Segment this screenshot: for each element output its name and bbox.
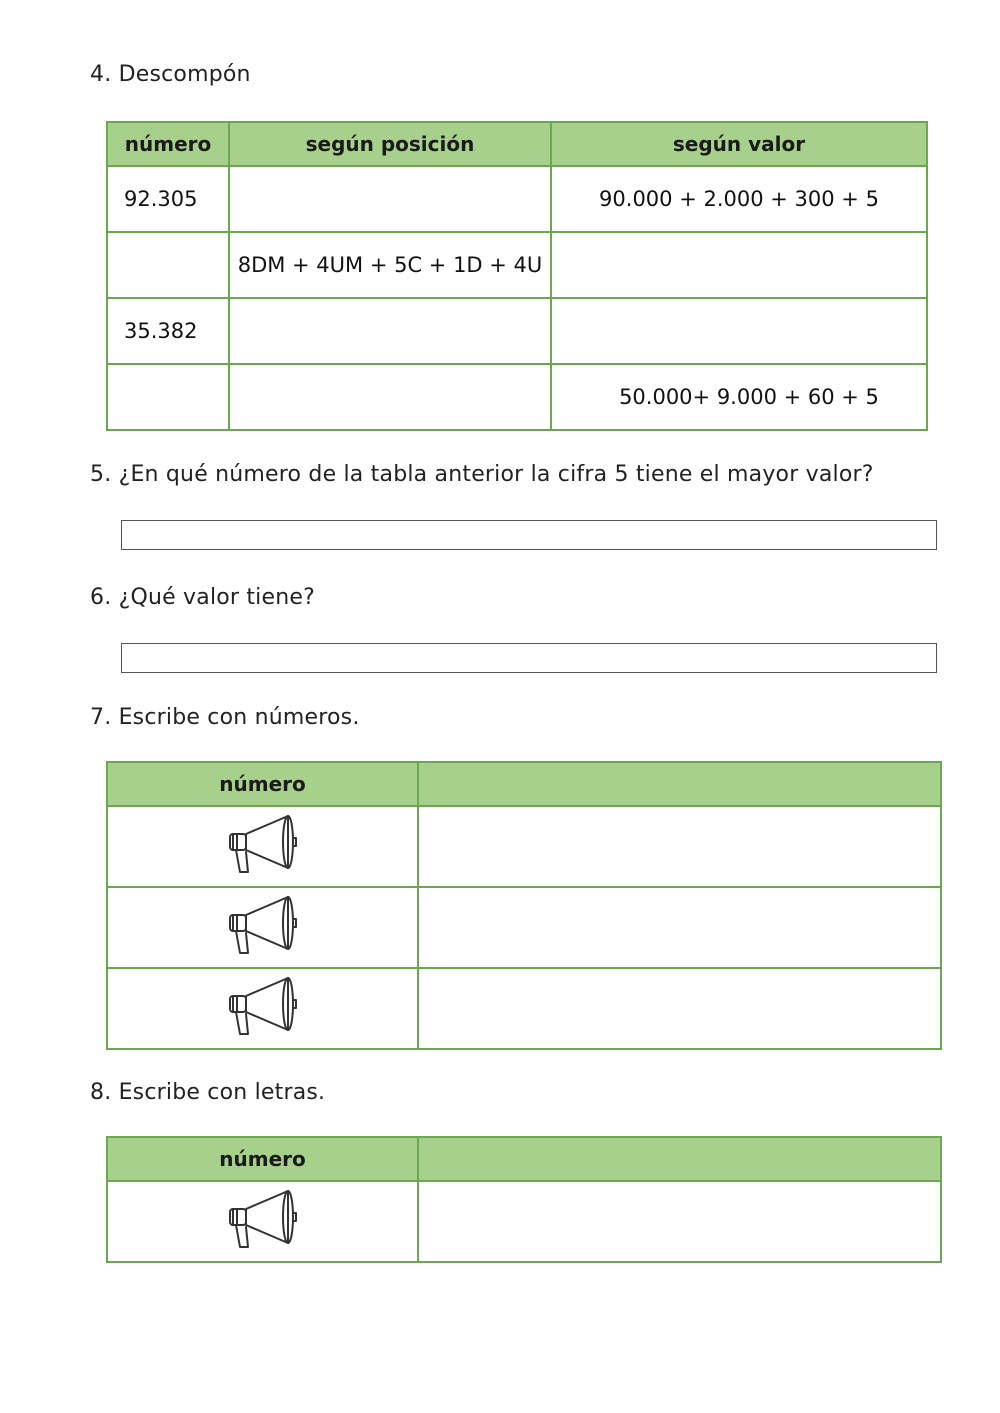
write-numbers-table (106, 761, 942, 1050)
table-row (107, 1181, 941, 1262)
cell-posicion: 8DM + 4UM + 5C + 1D + 4U (229, 232, 551, 298)
cell-posicion-input[interactable] (229, 364, 551, 430)
header-numero: número (107, 762, 418, 806)
table-row (107, 298, 927, 364)
megaphone-icon[interactable] (218, 812, 308, 882)
header-numero: número (107, 1137, 418, 1181)
cell-numero-input[interactable] (107, 364, 229, 430)
cell-valor-input[interactable] (551, 298, 927, 364)
table-row (107, 806, 941, 887)
table-row (107, 166, 927, 232)
answer-cell-input[interactable] (418, 887, 941, 968)
header-valor: según valor (551, 122, 927, 166)
question-8-title: 8. Escribe con letras. (90, 1080, 326, 1105)
cell-posicion-input[interactable] (229, 166, 551, 232)
table-header-row (107, 1137, 941, 1181)
cell-numero-input[interactable] (107, 232, 229, 298)
answer-input-q6[interactable] (121, 643, 937, 673)
answer-cell-input[interactable] (418, 968, 941, 1049)
table-header-row (107, 762, 941, 806)
question-6-title: 6. ¿Qué valor tiene? (90, 585, 315, 610)
question-4-title: 4. Descompón (90, 62, 251, 87)
table-header-row (107, 122, 927, 166)
header-posicion: según posición (229, 122, 551, 166)
cell-posicion-input[interactable] (229, 298, 551, 364)
header-numero: número (107, 122, 229, 166)
megaphone-icon[interactable] (218, 974, 308, 1044)
answer-input-q5[interactable] (121, 520, 937, 550)
question-7-title: 7. Escribe con números. (90, 705, 360, 730)
table-row (107, 968, 941, 1049)
decompose-table (106, 121, 928, 431)
megaphone-icon[interactable] (218, 893, 308, 963)
cell-valor-input[interactable] (551, 232, 927, 298)
write-letters-table (106, 1136, 942, 1263)
table-row (107, 232, 927, 298)
table-row (107, 887, 941, 968)
cell-valor: 90.000 + 2.000 + 300 + 5 (551, 166, 927, 232)
cell-numero: 35.382 (107, 298, 229, 364)
cell-numero: 92.305 (107, 166, 229, 232)
answer-cell-input[interactable] (418, 806, 941, 887)
cell-valor: 50.000+ 9.000 + 60 + 5 (551, 364, 927, 430)
answer-cell-input[interactable] (418, 1181, 941, 1262)
table-row (107, 364, 927, 430)
header-answer (418, 1137, 941, 1181)
megaphone-icon[interactable] (218, 1187, 308, 1257)
question-5-title: 5. ¿En qué número de la tabla anterior la cifra 5 tiene el mayor valor? (90, 462, 874, 487)
header-answer (418, 762, 941, 806)
